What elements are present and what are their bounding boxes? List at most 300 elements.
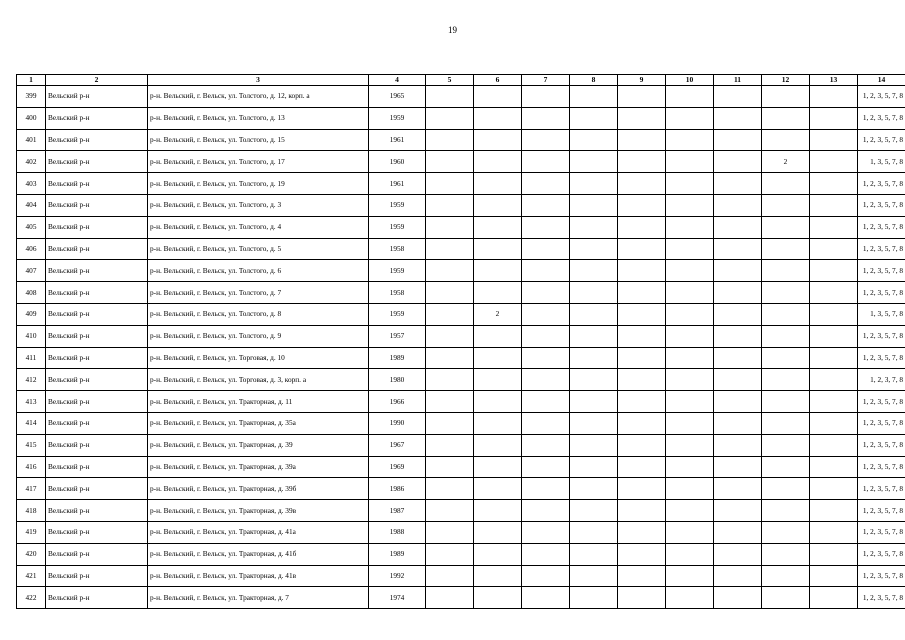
table-cell	[618, 412, 666, 434]
table-cell	[474, 347, 522, 369]
table-cell	[570, 434, 618, 456]
table-cell	[522, 129, 570, 151]
table-cell	[618, 391, 666, 413]
table-cell	[762, 391, 810, 413]
table-cell	[666, 391, 714, 413]
district-cell: Вельский р-н	[46, 260, 148, 282]
table-cell	[810, 500, 858, 522]
table-row	[17, 107, 905, 129]
codes-cell: 1, 2, 3, 5, 7, 8	[858, 500, 905, 522]
address-cell: р-н. Вельский, г. Вельск, ул. Толстого, д. 4	[148, 216, 369, 238]
year-cell: 1960	[369, 151, 426, 173]
table-cell	[570, 521, 618, 543]
address-cell: р-н. Вельский, г. Вельск, ул. Тракторная, д. 39в	[148, 500, 369, 522]
table-row	[17, 303, 905, 325]
row-number-cell: 400	[17, 107, 46, 129]
table-cell	[810, 347, 858, 369]
table-row	[17, 216, 905, 238]
table-cell	[810, 412, 858, 434]
table-cell	[426, 434, 474, 456]
table-cell	[666, 543, 714, 565]
row-number-cell: 412	[17, 369, 46, 391]
table-cell	[666, 303, 714, 325]
table-cell	[714, 194, 762, 216]
table-cell	[666, 107, 714, 129]
table-cell	[810, 521, 858, 543]
table-cell	[522, 587, 570, 609]
district-cell: Вельский р-н	[46, 369, 148, 391]
table-cell	[618, 325, 666, 347]
codes-cell: 1, 2, 3, 5, 7, 8	[858, 129, 905, 151]
table-cell	[810, 391, 858, 413]
column-header-1: 1	[17, 75, 46, 86]
table-cell: 2	[474, 303, 522, 325]
row-number-cell: 418	[17, 500, 46, 522]
table-cell	[618, 478, 666, 500]
row-number-cell: 399	[17, 86, 46, 108]
table-cell	[762, 434, 810, 456]
table-cell	[426, 587, 474, 609]
table-cell	[570, 282, 618, 304]
table-header	[17, 75, 905, 86]
table-cell	[426, 129, 474, 151]
district-cell: Вельский р-н	[46, 238, 148, 260]
table-cell	[426, 151, 474, 173]
year-cell: 1957	[369, 325, 426, 347]
table-cell	[810, 151, 858, 173]
codes-cell: 1, 2, 3, 5, 7, 8	[858, 260, 905, 282]
table-cell	[522, 543, 570, 565]
table-row	[17, 325, 905, 347]
codes-cell: 1, 2, 3, 5, 7, 8	[858, 173, 905, 195]
table-cell	[666, 521, 714, 543]
year-cell: 1961	[369, 173, 426, 195]
year-cell: 1989	[369, 347, 426, 369]
table-row	[17, 543, 905, 565]
table-cell	[714, 303, 762, 325]
table-cell	[522, 173, 570, 195]
table-cell	[426, 260, 474, 282]
district-cell: Вельский р-н	[46, 107, 148, 129]
table-row	[17, 369, 905, 391]
row-number-cell: 416	[17, 456, 46, 478]
table-cell	[522, 216, 570, 238]
table-cell	[426, 173, 474, 195]
table-cell	[522, 86, 570, 108]
codes-cell: 1, 2, 3, 5, 7, 8	[858, 543, 905, 565]
table-cell	[618, 260, 666, 282]
table-cell	[714, 216, 762, 238]
district-cell: Вельский р-н	[46, 303, 148, 325]
header-row	[17, 75, 905, 86]
table-cell	[570, 238, 618, 260]
table-cell	[714, 500, 762, 522]
table-cell	[810, 173, 858, 195]
table-cell	[714, 391, 762, 413]
district-cell: Вельский р-н	[46, 151, 148, 173]
codes-cell: 1, 2, 3, 5, 7, 8	[858, 238, 905, 260]
table-cell	[714, 565, 762, 587]
year-cell: 1959	[369, 260, 426, 282]
address-cell: р-н. Вельский, г. Вельск, ул. Толстого, д. 6	[148, 260, 369, 282]
table-cell	[522, 303, 570, 325]
table-cell	[474, 151, 522, 173]
table-cell	[666, 500, 714, 522]
table-cell	[570, 391, 618, 413]
table-cell	[570, 216, 618, 238]
district-cell: Вельский р-н	[46, 325, 148, 347]
table-cell	[666, 347, 714, 369]
table-cell	[426, 543, 474, 565]
table-cell	[618, 521, 666, 543]
table-cell	[426, 478, 474, 500]
table-cell	[474, 86, 522, 108]
district-cell: Вельский р-н	[46, 521, 148, 543]
table-row	[17, 478, 905, 500]
table-row	[17, 434, 905, 456]
row-number-cell: 413	[17, 391, 46, 413]
table-cell	[762, 216, 810, 238]
address-cell: р-н. Вельский, г. Вельск, ул. Торговая, д. 3, корп. а	[148, 369, 369, 391]
table-cell	[810, 434, 858, 456]
table-cell	[618, 173, 666, 195]
table-cell	[762, 194, 810, 216]
table-cell	[522, 325, 570, 347]
table-cell	[426, 238, 474, 260]
table-cell	[522, 565, 570, 587]
table-cell	[714, 129, 762, 151]
year-cell: 1987	[369, 500, 426, 522]
table-cell	[474, 238, 522, 260]
row-number-cell: 408	[17, 282, 46, 304]
data-table	[16, 74, 905, 609]
column-header-7: 7	[522, 75, 570, 86]
row-number-cell: 405	[17, 216, 46, 238]
table-cell	[426, 412, 474, 434]
year-cell: 1980	[369, 369, 426, 391]
table-cell	[666, 216, 714, 238]
address-cell: р-н. Вельский, г. Вельск, ул. Тракторная, д. 41в	[148, 565, 369, 587]
year-cell: 1969	[369, 456, 426, 478]
address-cell: р-н. Вельский, г. Вельск, ул. Толстого, д. 12, корп. а	[148, 86, 369, 108]
table-cell	[570, 194, 618, 216]
year-cell: 1990	[369, 412, 426, 434]
column-header-9: 9	[618, 75, 666, 86]
address-cell: р-н. Вельский, г. Вельск, ул. Толстого, д. 3	[148, 194, 369, 216]
codes-cell: 1, 3, 5, 7, 8	[858, 303, 905, 325]
table-cell	[618, 347, 666, 369]
table-cell	[762, 325, 810, 347]
table-row	[17, 521, 905, 543]
table-cell	[570, 325, 618, 347]
table-cell	[426, 521, 474, 543]
table-cell	[762, 282, 810, 304]
table-cell	[666, 282, 714, 304]
table-cell	[810, 456, 858, 478]
year-cell: 1974	[369, 587, 426, 609]
row-number-cell: 407	[17, 260, 46, 282]
year-cell: 1959	[369, 107, 426, 129]
address-cell: р-н. Вельский, г. Вельск, ул. Толстого, д. 17	[148, 151, 369, 173]
table-cell	[762, 238, 810, 260]
district-cell: Вельский р-н	[46, 129, 148, 151]
table-row	[17, 173, 905, 195]
table-cell	[474, 412, 522, 434]
column-header-8: 8	[570, 75, 618, 86]
table-cell	[522, 369, 570, 391]
table-cell	[618, 129, 666, 151]
table-row	[17, 86, 905, 108]
table-cell	[714, 238, 762, 260]
table-cell	[810, 129, 858, 151]
table-cell	[762, 129, 810, 151]
column-header-11: 11	[714, 75, 762, 86]
table-cell	[426, 500, 474, 522]
row-number-cell: 417	[17, 478, 46, 500]
district-cell: Вельский р-н	[46, 500, 148, 522]
table-cell	[762, 456, 810, 478]
year-cell: 1959	[369, 216, 426, 238]
table-cell	[762, 587, 810, 609]
address-cell: р-н. Вельский, г. Вельск, ул. Тракторная, д. 41а	[148, 521, 369, 543]
address-cell: р-н. Вельский, г. Вельск, ул. Толстого, д. 13	[148, 107, 369, 129]
table-cell	[474, 129, 522, 151]
table-cell	[666, 565, 714, 587]
table-cell	[474, 325, 522, 347]
address-cell: р-н. Вельский, г. Вельск, ул. Тракторная, д. 7	[148, 587, 369, 609]
codes-cell: 1, 2, 3, 5, 7, 8	[858, 412, 905, 434]
table-cell	[666, 260, 714, 282]
table-cell	[618, 369, 666, 391]
table-cell	[474, 500, 522, 522]
codes-cell: 1, 2, 3, 5, 7, 8	[858, 434, 905, 456]
column-header-3: 3	[148, 75, 369, 86]
year-cell: 1988	[369, 521, 426, 543]
table-cell	[570, 565, 618, 587]
address-cell: р-н. Вельский, г. Вельск, ул. Толстого, д. 9	[148, 325, 369, 347]
table-cell	[474, 260, 522, 282]
table-cell	[474, 173, 522, 195]
table-row	[17, 194, 905, 216]
table-cell	[570, 500, 618, 522]
codes-cell: 1, 2, 3, 7, 8	[858, 369, 905, 391]
table-cell	[714, 478, 762, 500]
table-row	[17, 587, 905, 609]
table-cell	[762, 521, 810, 543]
table-cell	[762, 347, 810, 369]
column-header-6: 6	[474, 75, 522, 86]
year-cell: 1961	[369, 129, 426, 151]
table-cell	[474, 456, 522, 478]
table-cell	[618, 86, 666, 108]
table-cell: 2	[762, 151, 810, 173]
table-cell	[522, 194, 570, 216]
table-cell	[810, 216, 858, 238]
table-cell	[714, 282, 762, 304]
year-cell: 1958	[369, 282, 426, 304]
table-cell	[570, 129, 618, 151]
table-cell	[810, 543, 858, 565]
table-row	[17, 565, 905, 587]
table-cell	[618, 543, 666, 565]
table-row	[17, 282, 905, 304]
table-cell	[426, 303, 474, 325]
table-cell	[570, 347, 618, 369]
table-cell	[810, 478, 858, 500]
address-cell: р-н. Вельский, г. Вельск, ул. Толстого, д. 5	[148, 238, 369, 260]
address-cell: р-н. Вельский, г. Вельск, ул. Толстого, д. 8	[148, 303, 369, 325]
table-cell	[474, 282, 522, 304]
table-cell	[714, 521, 762, 543]
table-cell	[762, 303, 810, 325]
table-cell	[810, 325, 858, 347]
table-cell	[714, 412, 762, 434]
table-cell	[666, 478, 714, 500]
table-cell	[570, 303, 618, 325]
table-body	[17, 86, 905, 609]
table-cell	[426, 86, 474, 108]
row-number-cell: 414	[17, 412, 46, 434]
row-number-cell: 419	[17, 521, 46, 543]
table-cell	[762, 478, 810, 500]
column-header-5: 5	[426, 75, 474, 86]
table-cell	[474, 369, 522, 391]
table-cell	[618, 500, 666, 522]
table-cell	[714, 434, 762, 456]
table-cell	[810, 369, 858, 391]
table-cell	[426, 456, 474, 478]
year-cell: 1989	[369, 543, 426, 565]
table-cell	[426, 347, 474, 369]
address-cell: р-н. Вельский, г. Вельск, ул. Толстого, д. 7	[148, 282, 369, 304]
table-cell	[570, 456, 618, 478]
codes-cell: 1, 2, 3, 5, 7, 8	[858, 86, 905, 108]
table-cell	[426, 216, 474, 238]
district-cell: Вельский р-н	[46, 86, 148, 108]
table-cell	[426, 369, 474, 391]
table-cell	[714, 369, 762, 391]
table-cell	[714, 260, 762, 282]
table-cell	[522, 478, 570, 500]
column-header-14: 14	[858, 75, 905, 86]
district-cell: Вельский р-н	[46, 216, 148, 238]
address-cell: р-н. Вельский, г. Вельск, ул. Тракторная, д. 41б	[148, 543, 369, 565]
table-cell	[618, 456, 666, 478]
table-cell	[666, 86, 714, 108]
table-cell	[426, 565, 474, 587]
year-cell: 1986	[369, 478, 426, 500]
table-cell	[666, 369, 714, 391]
table-cell	[474, 543, 522, 565]
table-cell	[666, 129, 714, 151]
codes-cell: 1, 2, 3, 5, 7, 8	[858, 325, 905, 347]
table-cell	[762, 369, 810, 391]
page-number: 19	[448, 25, 457, 35]
codes-cell: 1, 2, 3, 5, 7, 8	[858, 194, 905, 216]
codes-cell: 1, 2, 3, 5, 7, 8	[858, 521, 905, 543]
address-cell: р-н. Вельский, г. Вельск, ул. Толстого, д. 15	[148, 129, 369, 151]
district-cell: Вельский р-н	[46, 587, 148, 609]
table-cell	[618, 282, 666, 304]
table-cell	[570, 543, 618, 565]
table-cell	[570, 107, 618, 129]
row-number-cell: 415	[17, 434, 46, 456]
table-cell	[618, 216, 666, 238]
codes-cell: 1, 2, 3, 5, 7, 8	[858, 587, 905, 609]
column-header-13: 13	[810, 75, 858, 86]
table-cell	[666, 151, 714, 173]
table-cell	[474, 565, 522, 587]
table-cell	[714, 587, 762, 609]
table-cell	[666, 325, 714, 347]
table-cell	[714, 543, 762, 565]
table-cell	[474, 434, 522, 456]
table-cell	[666, 587, 714, 609]
table-cell	[714, 325, 762, 347]
table-cell	[426, 282, 474, 304]
address-cell: р-н. Вельский, г. Вельск, ул. Тракторная, д. 39б	[148, 478, 369, 500]
table-cell	[570, 478, 618, 500]
row-number-cell: 403	[17, 173, 46, 195]
table-cell	[714, 86, 762, 108]
row-number-cell: 406	[17, 238, 46, 260]
table-cell	[810, 587, 858, 609]
codes-cell: 1, 2, 3, 5, 7, 8	[858, 456, 905, 478]
table-cell	[522, 412, 570, 434]
district-cell: Вельский р-н	[46, 173, 148, 195]
table-cell	[714, 347, 762, 369]
table-row	[17, 391, 905, 413]
table-cell	[474, 521, 522, 543]
table-cell	[474, 107, 522, 129]
table-cell	[762, 565, 810, 587]
row-number-cell: 404	[17, 194, 46, 216]
codes-cell: 1, 2, 3, 5, 7, 8	[858, 216, 905, 238]
codes-cell: 1, 2, 3, 5, 7, 8	[858, 107, 905, 129]
district-cell: Вельский р-н	[46, 412, 148, 434]
year-cell: 1958	[369, 238, 426, 260]
codes-cell: 1, 2, 3, 5, 7, 8	[858, 565, 905, 587]
table-cell	[426, 194, 474, 216]
codes-cell: 1, 3, 5, 7, 8	[858, 151, 905, 173]
year-cell: 1965	[369, 86, 426, 108]
row-number-cell: 409	[17, 303, 46, 325]
table-cell	[522, 391, 570, 413]
table-cell	[810, 260, 858, 282]
address-cell: р-н. Вельский, г. Вельск, ул. Торговая, д. 10	[148, 347, 369, 369]
district-cell: Вельский р-н	[46, 565, 148, 587]
table-cell	[618, 565, 666, 587]
table-row	[17, 500, 905, 522]
table-cell	[810, 86, 858, 108]
table-cell	[666, 194, 714, 216]
row-number-cell: 421	[17, 565, 46, 587]
row-number-cell: 422	[17, 587, 46, 609]
table-cell	[810, 303, 858, 325]
table-cell	[474, 216, 522, 238]
codes-cell: 1, 2, 3, 5, 7, 8	[858, 282, 905, 304]
district-cell: Вельский р-н	[46, 434, 148, 456]
table-cell	[762, 173, 810, 195]
district-cell: Вельский р-н	[46, 194, 148, 216]
table-cell	[762, 260, 810, 282]
table-cell	[810, 282, 858, 304]
table-cell	[570, 151, 618, 173]
table-cell	[666, 434, 714, 456]
table-cell	[810, 194, 858, 216]
district-cell: Вельский р-н	[46, 456, 148, 478]
table-row	[17, 238, 905, 260]
